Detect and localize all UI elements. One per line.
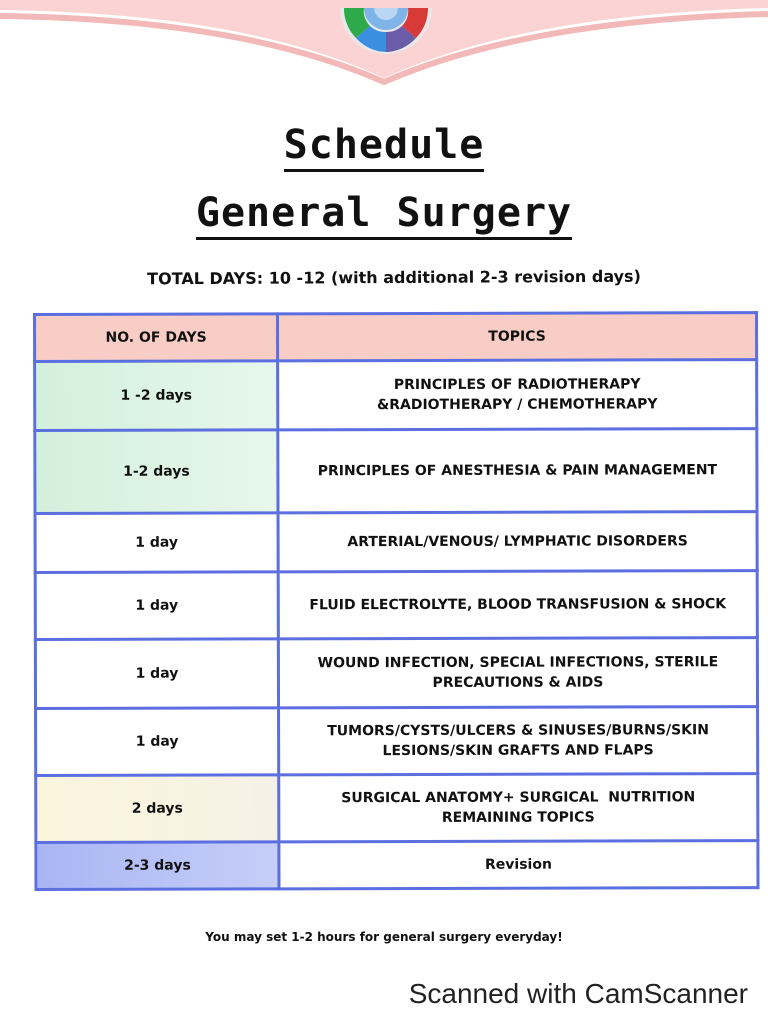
topic-cell xyxy=(278,360,757,430)
table-row xyxy=(35,512,757,573)
table-row xyxy=(35,638,757,709)
topic-line: FLUID ELECTROLYTE, BLOOD TRANSFUSION & SHOCK xyxy=(309,596,727,614)
table-header-row xyxy=(35,313,757,362)
topic-line: PRINCIPLES OF ANESTHESIA & PAIN MANAGEMENT xyxy=(317,462,718,480)
topic-cell xyxy=(278,429,757,513)
page-title-schedule xyxy=(0,122,768,168)
days-cell: 1 day xyxy=(36,708,279,776)
topic-cell xyxy=(279,774,758,842)
table-row xyxy=(36,707,758,776)
topic-line: LESIONS/SKIN GRAFTS AND FLAPS xyxy=(382,742,654,760)
schedule-table xyxy=(33,311,760,891)
topic-line: ARTERIAL/VENOUS/ LYMPHATIC DISORDERS xyxy=(347,533,688,551)
topic-line: &RADIOTHERAPY / CHEMOTHERAPY xyxy=(376,396,658,414)
days-cell: 1-2 days xyxy=(35,430,278,514)
days-cell: 1 day xyxy=(35,513,278,573)
topic-line: PRECAUTIONS & AIDS xyxy=(432,674,604,691)
table-row xyxy=(35,571,757,640)
topic-line: SURGICAL ANATOMY+ SURGICAL NUTRITION xyxy=(341,789,696,807)
footer-note: You may set 1-2 hours for general surgery everyday! xyxy=(205,930,563,944)
camscanner-watermark: Scanned with CamScanner xyxy=(408,978,748,1009)
topic-line: Revision xyxy=(484,856,552,873)
days-cell: 2-3 days xyxy=(36,842,279,890)
topic-line: PRINCIPLES OF RADIOTHERAPY xyxy=(393,376,641,394)
topic-cell xyxy=(278,638,757,708)
table-row xyxy=(36,841,758,890)
topic-cell xyxy=(278,571,757,639)
topic-line: TUMORS/CYSTS/ULCERS & SINUSES/BURNS/SKIN xyxy=(327,722,709,740)
days-cell: 1 day xyxy=(35,572,278,640)
colorful-circle-logo-icon xyxy=(336,8,436,64)
table-row xyxy=(35,429,757,514)
title-line-2: General Surgery xyxy=(196,190,572,240)
page-title-general-surgery xyxy=(0,190,768,236)
days-cell: 1 day xyxy=(35,639,278,709)
topic-cell xyxy=(278,512,757,572)
topic-cell xyxy=(279,707,758,775)
header-topics: TOPICS xyxy=(278,313,757,361)
topic-line: WOUND INFECTION, SPECIAL INFECTIONS, STERILE xyxy=(317,654,719,672)
days-cell: 1 -2 days xyxy=(35,361,278,431)
header-no-of-days: NO. OF DAYS xyxy=(35,314,278,362)
topic-line: REMAINING TOPICS xyxy=(441,809,595,826)
title-line-1: Schedule xyxy=(284,122,485,172)
total-days-note: TOTAL DAYS: 10 -12 (with additional 2-3 revision days) xyxy=(147,266,641,289)
days-cell: 2 days xyxy=(36,775,279,843)
table-row xyxy=(35,360,757,431)
topic-cell xyxy=(279,841,758,889)
table-row xyxy=(36,774,758,843)
